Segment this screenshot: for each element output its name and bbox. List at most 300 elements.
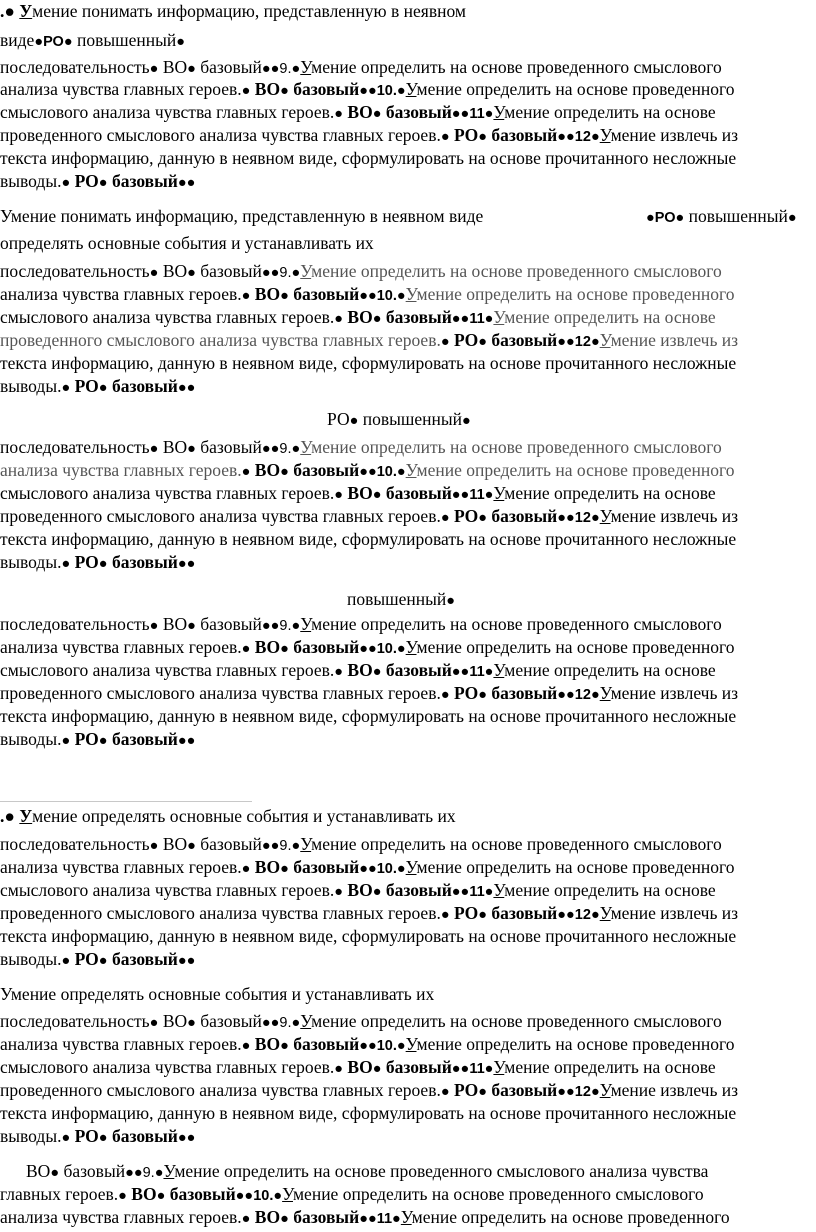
underlined-letter: У: [405, 460, 417, 480]
text: проведенного смыслового анализа чувства главных героев.: [0, 506, 441, 526]
level-code: РО: [449, 683, 479, 703]
level-code: ВО: [158, 261, 188, 281]
bullet: ●: [478, 907, 487, 923]
underlined-letter: У: [163, 1161, 175, 1181]
text: мение определить на основе проведенного смыслового: [311, 834, 722, 854]
section-divider: [0, 801, 252, 802]
level-name: базовый: [288, 460, 360, 480]
heading-line-4: [0, 232, 374, 254]
underlined-letter: У: [405, 79, 417, 99]
bullet: ●: [291, 838, 301, 854]
bullet: ●: [484, 884, 494, 900]
para-line: [0, 329, 738, 351]
para-line: [0, 682, 738, 704]
underlined-letter: У: [599, 330, 611, 350]
level-name: базовый: [486, 1080, 558, 1100]
text: главных героев.: [0, 1184, 119, 1204]
underlined-letter: У: [300, 1011, 312, 1031]
text: мение определить на основе: [504, 660, 716, 680]
para-line: [0, 1079, 738, 1101]
level-code: РО: [327, 409, 350, 429]
item-number: ●●9.: [261, 265, 292, 281]
item-number: ●●10.: [359, 861, 397, 877]
text: мение определить на основе проведенного смыслового: [311, 1011, 722, 1031]
level-name: базовый: [486, 683, 558, 703]
level-tag: [327, 408, 471, 430]
item-number: ●●11: [451, 106, 485, 122]
bullet: ●: [187, 441, 196, 457]
level-code: РО: [654, 210, 676, 226]
level-name: базовый: [59, 1161, 126, 1181]
underlined-letter: У: [493, 1057, 505, 1077]
bullet: ●: [61, 733, 71, 749]
bullet: ●: [396, 288, 406, 304]
level-name: базовый: [107, 729, 178, 749]
level-name: базовый: [107, 1126, 178, 1146]
bullet: ●: [372, 106, 382, 122]
para-line: [0, 1125, 195, 1147]
level-code: ВО: [250, 284, 281, 304]
bullet: ●: [484, 311, 494, 327]
bullet: ●: [187, 618, 196, 634]
text: мение определить на основе проведенного смыслового: [311, 57, 722, 77]
bullet: ●: [590, 510, 600, 526]
text: текста информацию, данную в неявном виде, сформулировать на основе прочитанного несложные: [0, 1103, 737, 1123]
level-name: повышенный: [347, 589, 447, 609]
text: выводы.: [0, 552, 62, 572]
item-number: ●●12: [557, 687, 591, 703]
level-name: базовый: [381, 307, 452, 327]
level-code: ВО: [158, 614, 188, 634]
bullet: ●: [446, 593, 455, 609]
level-code: РО: [449, 330, 479, 350]
underlined-letter: У: [599, 506, 611, 526]
bullet: ●: [440, 510, 450, 526]
level-code: РО: [449, 125, 479, 145]
bullet: ●: [590, 129, 600, 145]
bullet: ●: [291, 265, 301, 281]
bullet: ●: [372, 311, 382, 327]
bullet: ●: [149, 618, 159, 634]
bullet: ●: [590, 687, 600, 703]
bullet: ●: [280, 288, 289, 304]
bullet: ●: [590, 1084, 600, 1100]
heading-word: виде: [0, 30, 35, 50]
text: текста информацию, данную в неявном виде, сформулировать на основе прочитанного несложные: [0, 148, 737, 168]
level-code: ВО: [250, 460, 281, 480]
para-line: [26, 1160, 708, 1182]
bullet: ●: [187, 838, 196, 854]
para-line: [0, 659, 716, 681]
bullet: ●: [590, 334, 600, 350]
bullet: ●: [440, 907, 450, 923]
level-code: ВО: [250, 1034, 281, 1054]
level-name: базовый: [107, 552, 178, 572]
level-name: базовый: [195, 57, 262, 77]
level-code: ВО: [158, 834, 188, 854]
bullet: ●: [34, 34, 44, 50]
para-line: [0, 1033, 734, 1055]
level-name: базовый: [381, 483, 452, 503]
bullet: ●: [61, 556, 71, 572]
item-number: ●●11: [451, 1061, 485, 1077]
heading-text: мение понимать информацию, представленную в неявном: [32, 1, 466, 21]
text: мение определить на основе: [504, 1057, 716, 1077]
bullet: ●: [396, 641, 406, 657]
level-name: базовый: [107, 949, 178, 969]
bullet: ●: [241, 288, 251, 304]
bullet: ●: [478, 1084, 487, 1100]
para-line: [0, 459, 734, 481]
bullet: ●: [280, 83, 289, 99]
text: мение определить на основе: [504, 102, 716, 122]
text: анализа чувства главных героев.: [0, 460, 242, 480]
bullet: ●: [372, 1061, 382, 1077]
text: мение определить на основе: [504, 880, 716, 900]
bullet-prefix: .●: [0, 1, 20, 21]
text: мение извлечь из: [610, 1080, 739, 1100]
underlined-letter: У: [282, 1184, 293, 1204]
level-code: ВО: [26, 1161, 51, 1181]
para-line: [0, 352, 736, 374]
bullet: ●: [372, 884, 382, 900]
bullet: ●: [50, 1165, 60, 1181]
para-line: [0, 902, 738, 924]
underlined-letter: У: [405, 284, 417, 304]
para-line: [0, 147, 736, 169]
item-number: ●●10.: [359, 641, 397, 657]
underlined-letter: У: [493, 880, 505, 900]
bullet: ●: [590, 907, 600, 923]
para-line: [0, 613, 722, 635]
text: мение извлечь из: [610, 506, 739, 526]
level-tag: [646, 205, 797, 227]
bullet: ●: [61, 175, 71, 191]
level-code: РО: [70, 1126, 99, 1146]
para-line: [0, 283, 734, 305]
bullet: ●: [241, 641, 251, 657]
para-line: [0, 505, 738, 527]
text: последовательность: [0, 834, 150, 854]
bullet: ●: [372, 664, 382, 680]
item-number: ●●11: [451, 311, 485, 327]
bullet: ●: [787, 210, 797, 226]
bullet: ●: [176, 34, 185, 50]
text: мение определить на основе: [504, 483, 716, 503]
bullet: ●: [149, 838, 159, 854]
text: мение определить на основе проведенного смыслового: [311, 437, 722, 457]
bullet: ●: [187, 1015, 196, 1031]
item-number: ●●9.: [261, 441, 292, 457]
underlined-letter: У: [405, 857, 417, 877]
bullet: ●: [461, 413, 471, 429]
bullet: ●: [149, 1015, 159, 1031]
level-name: базовый: [165, 1184, 236, 1204]
level-name: повышенный: [684, 206, 788, 226]
item-number: ●●9.: [261, 61, 292, 77]
level-code: ВО: [250, 1207, 281, 1227]
bullet: ●: [478, 129, 487, 145]
bullet-prefix: .●: [0, 806, 20, 826]
para-line: [0, 260, 722, 282]
para-line: [0, 1056, 716, 1078]
level-code: РО: [70, 171, 99, 191]
bullet: ●: [187, 61, 196, 77]
text: мение извлечь из: [610, 683, 739, 703]
level-name: базовый: [195, 614, 262, 634]
bullet: ●●: [177, 556, 196, 572]
item-number: ●●12: [557, 907, 591, 923]
bullet: ●: [280, 464, 289, 480]
heading-line-3: [0, 205, 483, 227]
para-line: [0, 728, 195, 750]
text: мение определить на основе проведенного смыслового анализа чувства: [174, 1161, 709, 1181]
bullet: ●●: [177, 1130, 196, 1146]
para-line: [0, 948, 195, 970]
item-number: ●●9.: [261, 1015, 292, 1031]
bullet: ●: [396, 464, 406, 480]
bullet: ●: [149, 61, 159, 77]
bullet: ●: [241, 464, 251, 480]
para-line: [0, 528, 736, 550]
underlined-letter: У: [300, 614, 312, 634]
bullet: ●: [396, 1038, 406, 1054]
bullet: ●: [440, 687, 450, 703]
text: мение определить на основе проведенного: [416, 857, 735, 877]
bullet: ●: [280, 1211, 289, 1227]
text: мение извлечь из: [610, 330, 739, 350]
bullet: ●●: [177, 733, 196, 749]
bullet: ●: [61, 1130, 71, 1146]
text: анализа чувства главных героев.: [0, 1207, 242, 1227]
bullet: ●: [334, 487, 344, 503]
item-number: ●●12: [557, 129, 591, 145]
text: выводы.: [0, 376, 62, 396]
text: анализа чувства главных героев.: [0, 857, 242, 877]
bullet: ●: [280, 641, 289, 657]
underlined-letter: У: [405, 637, 417, 657]
bullet: ●: [484, 1061, 494, 1077]
item-number: ●●10.: [359, 288, 397, 304]
level-name: базовый: [381, 880, 452, 900]
bullet: ●: [478, 510, 487, 526]
bullet: ●: [98, 953, 108, 969]
text: проведенного смыслового анализа чувства главных героев.: [0, 125, 441, 145]
level-code: РО: [449, 506, 479, 526]
level-name: базовый: [107, 376, 178, 396]
text: мение определить на основе проведенного: [416, 637, 735, 657]
level-name: базовый: [381, 102, 452, 122]
text: последовательность: [0, 437, 150, 457]
bullet: ●: [484, 664, 494, 680]
para-line: [0, 436, 722, 458]
level-code: РО: [449, 1080, 479, 1100]
underlined-letter: У: [493, 483, 505, 503]
text: мение определить на основе проведенного: [416, 79, 735, 99]
bullet: ●: [241, 83, 251, 99]
underlined-letter: У: [493, 102, 505, 122]
text: проведенного смыслового анализа чувства главных героев.: [0, 330, 441, 350]
para-line: [0, 1183, 704, 1205]
bullet: ●: [372, 487, 382, 503]
text: смыслового анализа чувства главных героев.: [0, 880, 335, 900]
level-name: базовый: [195, 834, 262, 854]
level-code: ВО: [343, 1057, 373, 1077]
text: анализа чувства главных героев.: [0, 284, 242, 304]
level-code: РО: [70, 729, 99, 749]
level-name: базовый: [195, 261, 262, 281]
bullet: ●: [280, 1038, 289, 1054]
item-number: ●●10.: [359, 83, 397, 99]
level-code: РО: [43, 34, 64, 50]
bullet: ●: [291, 618, 301, 634]
bullet: ●: [396, 861, 406, 877]
underlined-letter: У: [400, 1207, 412, 1227]
underlined-letter: У: [405, 1034, 417, 1054]
para-line: [0, 375, 195, 397]
level-name: базовый: [486, 506, 558, 526]
bullet: ●: [440, 1084, 450, 1100]
level-name: базовый: [381, 660, 452, 680]
level-name: базовый: [107, 171, 178, 191]
level-name: базовый: [288, 284, 360, 304]
bullet: ●: [478, 334, 487, 350]
level-code: РО: [70, 552, 99, 572]
bullet: ●: [156, 1188, 166, 1204]
text: мение извлечь из: [610, 903, 739, 923]
bullet: ●: [118, 1188, 127, 1204]
level-name: базовый: [486, 330, 558, 350]
bullet: ●: [241, 1211, 251, 1227]
text: мение определить на основе: [504, 307, 716, 327]
bullet: ●: [187, 265, 196, 281]
para-line: [0, 170, 195, 192]
bullet: ●: [98, 380, 108, 396]
bullet: ●: [334, 106, 344, 122]
para-line: [0, 482, 716, 504]
para-line: [0, 306, 716, 328]
para-line: [0, 78, 734, 100]
para-line: [0, 636, 734, 658]
bullet: ●: [149, 441, 159, 457]
heading-line-6: [0, 983, 434, 1005]
level-code: ВО: [250, 637, 281, 657]
bullet: ●: [334, 1061, 344, 1077]
level-name: базовый: [288, 637, 360, 657]
text: анализа чувства главных героев.: [0, 1034, 242, 1054]
para-line: [0, 101, 716, 123]
para-line: [0, 551, 195, 573]
level-code: ВО: [250, 79, 281, 99]
underlined-letter: У: [599, 125, 611, 145]
item-number: ●●9.: [125, 1165, 155, 1181]
para-line: [0, 1102, 736, 1124]
text: анализа чувства главных героев.: [0, 79, 242, 99]
level-name: повышенный: [358, 409, 462, 429]
bullet: ●: [98, 733, 108, 749]
underlined-letter: У: [300, 834, 312, 854]
bullet: ●●: [177, 953, 196, 969]
level-code: ВО: [343, 483, 373, 503]
level-code: ВО: [158, 1011, 188, 1031]
text: выводы.: [0, 1126, 62, 1146]
bullet: ●: [61, 953, 71, 969]
level-code: ВО: [250, 857, 281, 877]
para-line: [0, 1206, 730, 1228]
text: мение извлечь из: [610, 125, 739, 145]
text: проведенного смыслового анализа чувства главных героев.: [0, 683, 441, 703]
para-line: [0, 705, 736, 727]
para-line: [0, 879, 716, 901]
item-number: ●●12: [557, 1084, 591, 1100]
item-number: ●●11: [451, 664, 485, 680]
text: выводы.: [0, 949, 62, 969]
bullet: ●: [98, 556, 108, 572]
para-line: [0, 124, 738, 146]
level-code: ВО: [158, 57, 188, 77]
heading-text: Умение понимать информацию, представленную в неявном виде: [0, 206, 484, 226]
bullet: ●: [675, 210, 685, 226]
level-tag: [347, 588, 455, 610]
bullet: ●: [63, 34, 73, 50]
bullet: ●: [484, 106, 494, 122]
bullet: ●: [440, 334, 450, 350]
level-code: ВО: [343, 102, 373, 122]
bullet: ●: [280, 861, 289, 877]
bullet: ●: [291, 441, 301, 457]
text: мение определить на основе проведенного: [416, 460, 735, 480]
level-name: базовый: [288, 1034, 360, 1054]
heading-line-5: [0, 805, 456, 827]
text: выводы.: [0, 729, 62, 749]
underlined-letter: У: [599, 683, 611, 703]
text: смыслового анализа чувства главных героев.: [0, 483, 335, 503]
underlined-letter: У: [300, 261, 312, 281]
bullet: ●: [334, 311, 344, 327]
text: последовательность: [0, 614, 150, 634]
text: текста информацию, данную в неявном виде, сформулировать на основе прочитанного несложные: [0, 706, 737, 726]
underlined-letter: У: [300, 437, 312, 457]
bullet: ●: [334, 664, 344, 680]
level-name: базовый: [288, 857, 360, 877]
level-name: базовый: [195, 1011, 262, 1031]
level-name: базовый: [288, 1207, 360, 1227]
bullet: ●: [484, 487, 494, 503]
underlined-letter: У: [493, 307, 505, 327]
underlined-letter: У: [19, 1, 33, 21]
para-line: [0, 1010, 722, 1032]
text: последовательность: [0, 57, 150, 77]
heading-text: Умение определять основные события и устанавливать их: [0, 984, 435, 1004]
text: смыслового анализа чувства главных героев.: [0, 1057, 335, 1077]
bullet: ●: [98, 175, 108, 191]
item-number: ●●9.: [261, 838, 292, 854]
item-number: ●●10.: [235, 1188, 274, 1204]
level-code: РО: [70, 376, 99, 396]
underlined-letter: У: [599, 903, 611, 923]
text: смыслового анализа чувства главных героев.: [0, 307, 335, 327]
bullet: ●: [98, 1130, 108, 1146]
bullet: ●●: [177, 175, 196, 191]
bullet: ●: [149, 265, 159, 281]
text: мение определить на основе проведенного: [416, 1034, 735, 1054]
text: проведенного смыслового анализа чувства главных героев.: [0, 1080, 441, 1100]
bullet: ●●: [177, 380, 196, 396]
bullet: ●: [392, 1211, 401, 1227]
bullet: ●: [349, 413, 359, 429]
level-code: ВО: [343, 660, 373, 680]
bullet: ●: [291, 61, 301, 77]
